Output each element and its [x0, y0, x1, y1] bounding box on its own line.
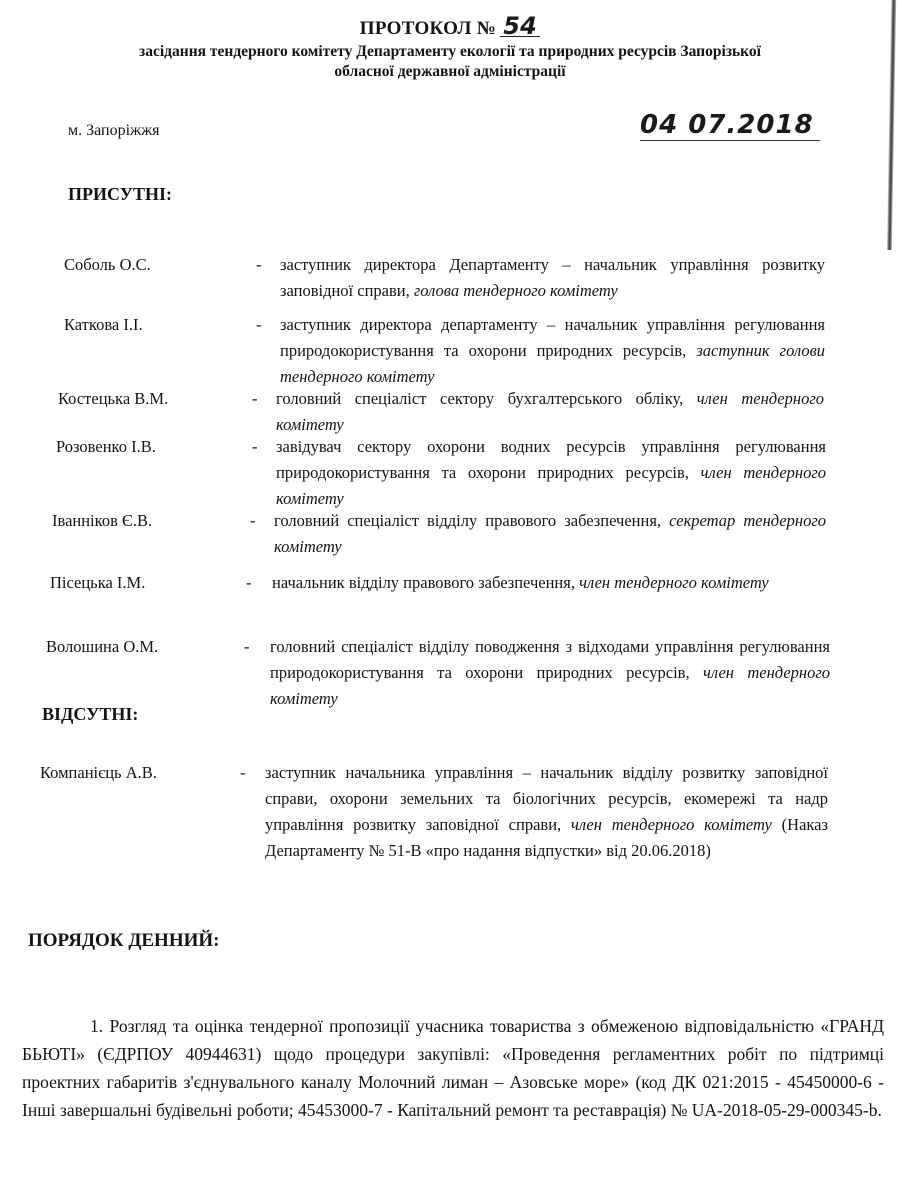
- member-committee-title: член тендерного комітету: [276, 389, 825, 434]
- agenda-item-number: 1.: [90, 1016, 104, 1036]
- member-committee-title: заступник голови тендерного комітету: [280, 341, 826, 386]
- member-name: Костецька В.М.: [58, 389, 169, 408]
- member-name: Соболь О.С.: [64, 255, 151, 274]
- member-role: [276, 386, 824, 438]
- member-dash: -: [256, 255, 262, 274]
- member-role-text: заступник начальника управління – начальник відділу розвитку заповідної справи, охорони земельних та біологічних ресурсів, екомережі та надр управління розвитку заповідної справи,: [265, 763, 828, 834]
- member-committee-title: член тендерного комітету: [570, 815, 772, 834]
- member-name: Пісецька І.М.: [50, 573, 146, 592]
- member-role: [265, 760, 828, 864]
- document-header: [60, 12, 840, 82]
- absent-heading: ВІДСУТНІ:: [42, 704, 139, 724]
- member-role: [280, 252, 825, 304]
- member-committee-title: член тендерного комітету: [270, 663, 831, 708]
- member-role-text: завідувач сектору охорони водних ресурсів управління регулювання природокористування та охорони природних ресурсів,: [276, 437, 826, 482]
- member-role: [274, 508, 826, 560]
- member-name: Розовенко І.В.: [56, 437, 156, 456]
- member-role: [276, 434, 826, 512]
- agenda-heading: ПОРЯДОК ДЕННИЙ:: [28, 930, 220, 951]
- member-role-text: головний спеціаліст сектору бухгалтерського обліку,: [276, 389, 684, 408]
- member-name: Волошина О.М.: [46, 637, 159, 656]
- member-dash: -: [240, 763, 246, 782]
- scan-edge-artifact: [887, 0, 896, 250]
- absence-note: (Наказ Департаменту № 51-В «про надання відпустки» від 20.06.2018): [265, 815, 829, 860]
- member-dash: -: [252, 389, 258, 408]
- agenda-item-text: Розгляд та оцінка тендерної пропозиції учасника товариства з обмеженою відповідальністю «ГРАНД БЬЮТІ» (ЄДРПОУ 40944631) щодо процедури закупівлі: «Проведення регламентних робіт по підтримці проектних габаритів з'єднувального каналу Молочний лиман – Азовське море» (код ДК 021:2015 - 45450000-6 - Інші завершальні будівельні роботи; 45453000-7 - Капітальний ремонт та реставрація) № UA-2018-05-29-000345-b.: [22, 1016, 885, 1120]
- member-name: Компанієць А.В.: [40, 763, 157, 782]
- member-role: [280, 312, 825, 390]
- protocol-number-handwritten: 54: [500, 16, 540, 37]
- member-dash: -: [252, 437, 258, 456]
- member-committee-title: секретар тендерного комітету: [274, 511, 827, 556]
- member-role-text: головний спеціаліст відділу поводження з відходами управління регулювання природокористування та охорони природних ресурсів,: [270, 637, 830, 682]
- city: м. Запоріжжя: [68, 122, 160, 139]
- member-role: [270, 634, 830, 712]
- agenda-item: [22, 1012, 884, 1124]
- member-role-text: заступник директора Департаменту – начальник управління розвитку заповідної справи,: [280, 255, 825, 300]
- member-committee-title: член тендерного комітету: [579, 573, 769, 592]
- subtitle-line-2: обласної державної адміністрації: [334, 63, 566, 80]
- date-handwritten: 04 07.2018: [640, 110, 820, 141]
- member-dash: -: [256, 315, 262, 334]
- member-role-text: заступник директора департаменту – начальник управління регулювання природокористування та охорони природних ресурсів,: [280, 315, 825, 360]
- protocol-title: [60, 12, 840, 40]
- member-dash: -: [250, 511, 256, 530]
- member-committee-title: член тендерного комітету: [276, 463, 827, 508]
- member-dash: -: [244, 637, 250, 656]
- present-heading: ПРИСУТНІ:: [68, 184, 172, 204]
- member-committee-title: голова тендерного комітету: [413, 281, 618, 300]
- protocol-subtitle: [60, 42, 840, 82]
- member-role-text: головний спеціаліст відділу правового забезпечення,: [274, 511, 662, 530]
- member-name: Іванніков Є.В.: [52, 511, 153, 530]
- member-name: Каткова І.І.: [64, 315, 143, 334]
- subtitle-line-1: засідання тендерного комітету Департаменту екології та природних ресурсів Запорізької: [139, 43, 761, 60]
- protocol-title-label: ПРОТОКОЛ №: [359, 18, 497, 39]
- member-role-text: начальник відділу правового забезпечення,: [272, 573, 575, 592]
- member-dash: -: [246, 573, 252, 592]
- member-role: [272, 570, 802, 596]
